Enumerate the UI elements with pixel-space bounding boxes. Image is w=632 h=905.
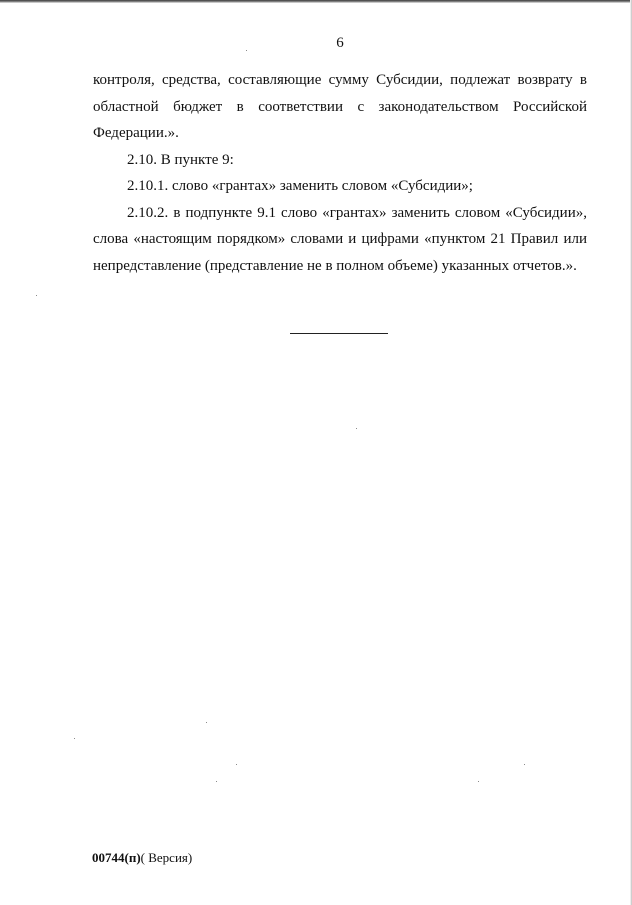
clause-heading: 2.10. В пункте 9: [127, 151, 234, 168]
scan-speck [524, 764, 525, 765]
separator-line [290, 333, 388, 334]
document-body [93, 67, 587, 279]
body-line: слова «настоящим порядком» словами и цифрами «пунктом 21 Правил или [93, 231, 587, 247]
scan-speck [216, 781, 217, 782]
page-number: 6 [336, 35, 344, 51]
version-label: ( Версия) [140, 850, 193, 865]
scan-speck [478, 781, 479, 782]
scan-speck [246, 50, 247, 51]
body-line: областной бюджет в соответствии с законодательством Российской [93, 98, 587, 115]
scan-speck [206, 722, 207, 723]
doc-code: 00744(п) [92, 850, 141, 865]
body-line: контроля, средства, составляющие сумму Субсидии, подлежат возврату в [93, 72, 587, 88]
body-line: непредставление (представление не в полном объеме) указанных отчетов.». [93, 257, 577, 274]
scan-speck [36, 295, 37, 296]
scan-speck [356, 428, 357, 429]
clause-item: 2.10.1. слово «грантах» заменить словом «Субсидии»; [127, 178, 473, 194]
scan-edge-top [0, 0, 632, 3]
scan-speck [74, 738, 75, 739]
footer-doc-code [92, 850, 192, 866]
scan-speck [236, 764, 237, 765]
body-line: Федерации.». [93, 125, 179, 141]
clause-item: 2.10.2. в подпункте 9.1 слово «грантах» заменить словом «Субсидии», [127, 204, 587, 221]
